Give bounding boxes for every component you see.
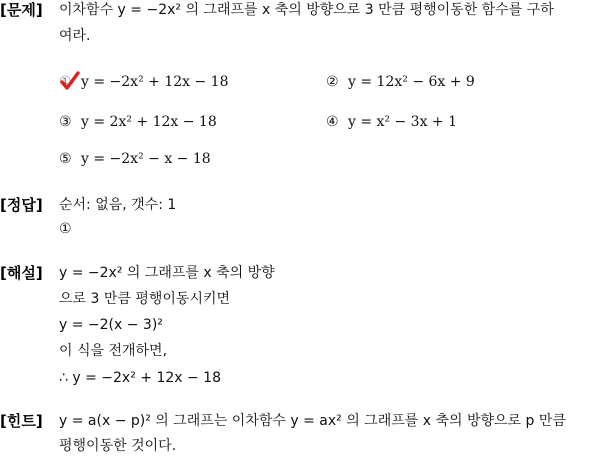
option-3-number: ③ [59, 114, 72, 130]
problem-tag: [문제] [0, 1, 43, 19]
solution-line5: ∴ y = −2x² + 12x − 18 [59, 370, 221, 386]
solution-line2: 으로 3 만큼 평행이동시키면 [59, 291, 231, 307]
option-2[interactable] [326, 72, 475, 92]
option-1-number: ① [59, 74, 72, 90]
option-5[interactable] [59, 149, 211, 169]
answer-tag: [정답] [0, 196, 43, 214]
option-4-expr: y = x² − 3x + 1 [348, 114, 458, 130]
answer-line2: ① [59, 221, 72, 237]
solution-line1: y = −2x² 의 그래프를 x 축의 방향 [59, 265, 275, 281]
solution-line3: y = −2(x − 3)² [59, 317, 163, 333]
option-4-number: ④ [326, 114, 339, 130]
option-3-expr: y = 2x² + 12x − 18 [81, 114, 217, 130]
solution-tag: [해설] [0, 264, 43, 282]
option-3[interactable] [59, 112, 217, 132]
solution-line4: 이 식을 전개하면, [59, 343, 168, 359]
option-1[interactable] [59, 72, 228, 92]
option-5-expr: y = −2x² − x − 18 [81, 151, 211, 167]
option-2-number: ② [326, 74, 339, 90]
problem-text-line2: 여라. [59, 28, 91, 44]
option-4[interactable] [326, 112, 457, 132]
option-1-expr: y = −2x² + 12x − 18 [81, 74, 229, 90]
option-5-number: ⑤ [59, 151, 72, 167]
hint-line2: 평행이동한 것이다. [59, 438, 177, 454]
problem-text-line1: 이차함수 y = −2x² 의 그래프를 x 축의 방향으로 3 만큼 평행이동한 함수를 구하 [59, 2, 554, 18]
hint-tag: [힌트] [0, 412, 43, 430]
check-mark-icon [59, 70, 81, 92]
hint-line1: y = a(x − p)² 의 그래프는 이차함수 y = ax² 의 그래프를 x 축의 방향으로 p 만큼 [59, 413, 566, 429]
answer-line1: 순서: 없음, 갯수: 1 [59, 197, 177, 213]
option-2-expr: y = 12x² − 6x + 9 [348, 74, 475, 90]
